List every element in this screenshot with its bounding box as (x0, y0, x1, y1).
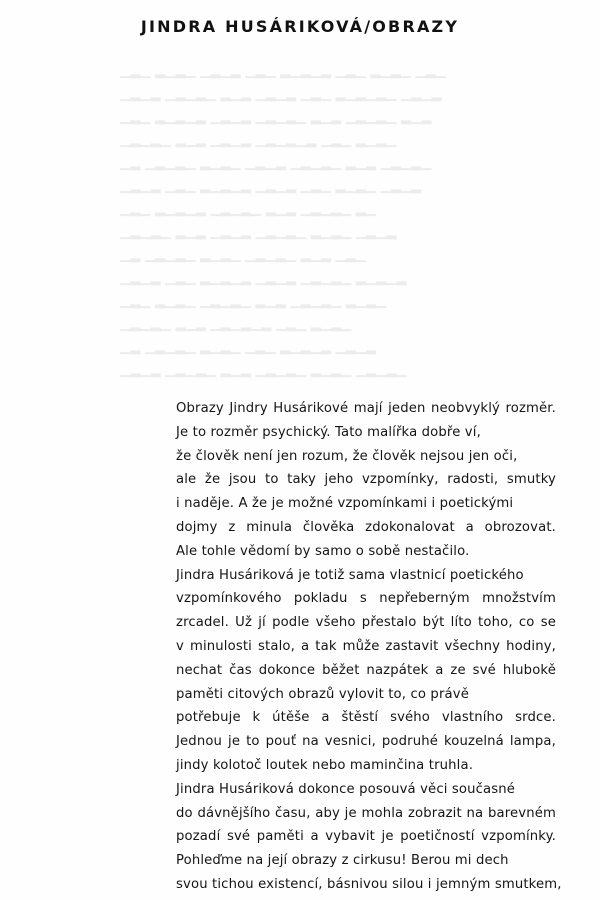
text-line: paměti citových obrazů vylovit to, co právě (176, 686, 469, 702)
text-line: dojmy z minula člověka zdokonalovat a obrozovat. (176, 519, 556, 535)
text-line: ale že jsou to taky jeho vzpomínky, radosti, smutky (176, 472, 556, 488)
text-line: jindy kolotoč loutek nebo maminčina truhla. (176, 757, 474, 773)
text-line: nechat čas dokonce běžet nazpátek a ze své hlubokě (176, 662, 556, 678)
text-line: pozadí své paměti a vybavit je poetičností vzpomínky. (176, 829, 556, 845)
text-line: Ale tohle vědomí by samo o sobě nestačilo. (176, 543, 470, 559)
text-line: Jednou je to pouť na vesnici, podruhé kouzelná lampa, (176, 734, 556, 750)
text-line: v minulosti stalo, a tak může zastavit všechny hodiny, (176, 638, 556, 654)
text-line: Jindra Husáriková dokonce posouvá věci současné (176, 781, 516, 797)
page-title: JINDRA HUSÁRIKOVÁ/OBRAZY (140, 17, 460, 36)
text-line: Obrazy Jindry Husárikové mají jeden neobvyklý rozměr. (176, 401, 556, 416)
text-line: Je to rozměr psychický. Tato malířka dobře ví, (176, 424, 481, 440)
text-line: vzpomínkového pokladu s nepřeberným množstvím (176, 591, 556, 607)
bleed-through-texture: ▁▂▁ ▂▁▂▁ ▁▂▁▂ ▁▂▁ ▂▁▂▁▂ ▁▂▁ ▂▁▂▁ ▁▂▁ ▁▂▁▂ ▁▂▁▂▁ ▂▁▂ ▁▂▁▂ ▁▂▁ ▂▁▂▁▂▁ ▁▂▁▂ ▁▂▁ ▂▁▂▁▂ ▁▂▁▂ ▁▂▁▂▁ ▂▁▂ ▁▂▁▂▁ ▂▁▂ ▁▂▁▂▁ ▂▁▂ ▁▂▁▂ ▁▂▁▂▁▂ ▁▂▁ ▂▁▂▁ ▁▂ ▁▂▁▂▁ ▂▁▂▁ ▁▂▁▂ ▁▂▁▂▁ ▂▁▂ ▁▂▁▂▁ ▁▂▁▂ ▁▂▁ ▂▁▂▁▂ ▁▂▁▂ ▁▂▁ ▂▁▂▁ ▁▂▁▂ ▁▂▁ ▂▁▂▁▂ ▁▂▁▂▁ ▂▁▂ ▁▂▁▂▁ ▂▁ ▁▂▁▂▁ ▂▁▂ ▁▂▁▂ ▁▂▁▂▁ ▂▁▂▁ ▁▂▁▂ ▁▂ ▁▂▁▂▁ ▂▁▂▁ ▁▂▁▂▁ ▂▁▂ ▁▂▁ ▁▂▁▂ ▁▂▁ ▂▁▂▁▂ ▁▂▁▂ ▁▂▁▂▁ ▂▁▂▁▂ ▁▂▁ ▂▁▂▁ ▁▂▁▂▁ ▂▁▂ ▁▂▁▂▁ ▂▁▂▁ ▁▂▁▂▁ ▂▁▂ ▁▂▁▂▁▂ ▁▂▁ ▂▁▂▁ ▁▂ ▁▂▁▂▁ ▂▁▂▁ ▁▂▁ ▂▁▂▁▂ ▁▂▁▂ ▁▂▁▂ ▁▂▁▂▁ ▂▁▂ ▁▂▁▂▁ ▂▁▂▁ ▁▂▁▂▁ (120, 64, 447, 378)
text-line: zrcadel. Už jí podle všeho přestalo být líto toho, co se (176, 615, 556, 631)
text-line: že člověk není jen rozum, že člověk nejsou jen oči, (176, 448, 518, 464)
text-line: svou tichou existencí, básnivou silou i jemným smutkem, (176, 876, 562, 892)
text-line: i naděje. A že je možné vzpomínkami i poetickými (176, 496, 514, 512)
text-line: Jindra Husáriková je totiž sama vlastnicí poetického (176, 567, 524, 583)
body-paragraph (176, 397, 562, 897)
text-line: potřebuje k útěše a štěstí svého vlastního srdce. (176, 710, 556, 726)
text-line: do dávnějšího času, aby je mohla zobrazit na barevném (176, 805, 556, 821)
text-line: Pohleďme na její obrazy z cirkusu! Berou mi dech (176, 853, 509, 869)
